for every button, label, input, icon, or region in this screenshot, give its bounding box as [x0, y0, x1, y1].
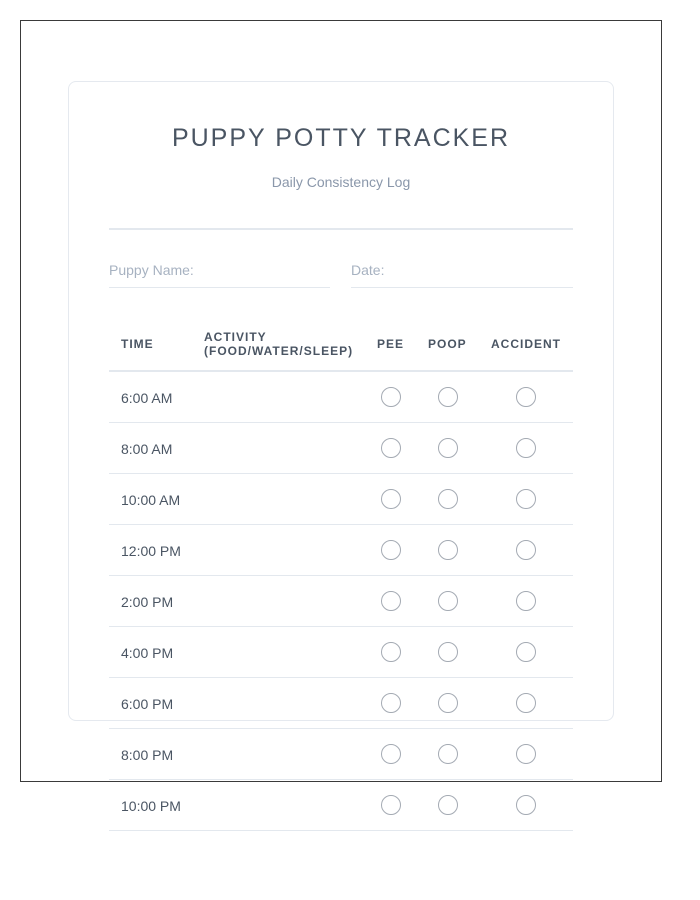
poop-checkbox[interactable]: [438, 540, 458, 560]
table-row: [109, 678, 573, 729]
time-cell: 8:00 AM: [121, 441, 173, 457]
poop-checkbox[interactable]: [438, 489, 458, 509]
time-cell: 10:00 AM: [121, 492, 181, 508]
table-row: [109, 729, 573, 780]
poop-checkbox[interactable]: [438, 438, 458, 458]
time-cell: 6:00 AM: [121, 390, 173, 406]
time-cell: 8:00 PM: [121, 747, 174, 763]
pee-checkbox[interactable]: [381, 387, 401, 407]
column-header-activity-line1: ACTIVITY: [204, 330, 267, 344]
column-header-activity-line2: (FOOD/WATER/SLEEP): [204, 344, 354, 358]
accident-checkbox[interactable]: [516, 744, 536, 764]
time-cell: 2:00 PM: [121, 594, 174, 610]
page-title: PUPPY POTTY TRACKER: [171, 124, 511, 152]
table-row: [109, 627, 573, 678]
potty-log-table: [109, 318, 573, 814]
accident-checkbox[interactable]: [516, 540, 536, 560]
table-row: [109, 372, 573, 423]
poop-checkbox[interactable]: [438, 591, 458, 611]
poop-checkbox[interactable]: [438, 642, 458, 662]
poop-checkbox[interactable]: [438, 795, 458, 815]
pee-checkbox[interactable]: [381, 642, 401, 662]
accident-checkbox[interactable]: [516, 591, 536, 611]
pee-checkbox[interactable]: [381, 744, 401, 764]
table-row: [109, 780, 573, 831]
accident-checkbox[interactable]: [516, 642, 536, 662]
pee-checkbox[interactable]: [381, 693, 401, 713]
accident-checkbox[interactable]: [516, 387, 536, 407]
accident-checkbox[interactable]: [516, 795, 536, 815]
table-header: [109, 318, 573, 372]
accident-checkbox[interactable]: [516, 438, 536, 458]
pee-checkbox[interactable]: [381, 540, 401, 560]
date-field[interactable]: Date:: [351, 262, 573, 288]
accident-checkbox[interactable]: [516, 489, 536, 509]
column-header-time: TIME: [121, 337, 154, 351]
poop-checkbox[interactable]: [438, 693, 458, 713]
table-row: [109, 423, 573, 474]
time-cell: 6:00 PM: [121, 696, 174, 712]
pee-checkbox[interactable]: [381, 438, 401, 458]
header-divider: [109, 228, 573, 230]
time-cell: 12:00 PM: [121, 543, 181, 559]
table-body: [109, 372, 573, 831]
page-subtitle: Daily Consistency Log: [271, 174, 411, 190]
table-row: [109, 576, 573, 627]
column-header-poop: POOP: [428, 337, 467, 351]
pee-checkbox[interactable]: [381, 489, 401, 509]
accident-checkbox[interactable]: [516, 693, 536, 713]
poop-checkbox[interactable]: [438, 744, 458, 764]
pee-checkbox[interactable]: [381, 591, 401, 611]
column-header-accident: ACCIDENT: [491, 337, 561, 351]
time-cell: 4:00 PM: [121, 645, 174, 661]
column-header-activity: [204, 330, 353, 358]
poop-checkbox[interactable]: [438, 387, 458, 407]
puppy-name-field[interactable]: Puppy Name:: [109, 262, 330, 288]
time-cell: 10:00 PM: [121, 798, 181, 814]
column-header-pee: PEE: [377, 337, 405, 351]
table-row: [109, 525, 573, 576]
pee-checkbox[interactable]: [381, 795, 401, 815]
table-row: [109, 474, 573, 525]
